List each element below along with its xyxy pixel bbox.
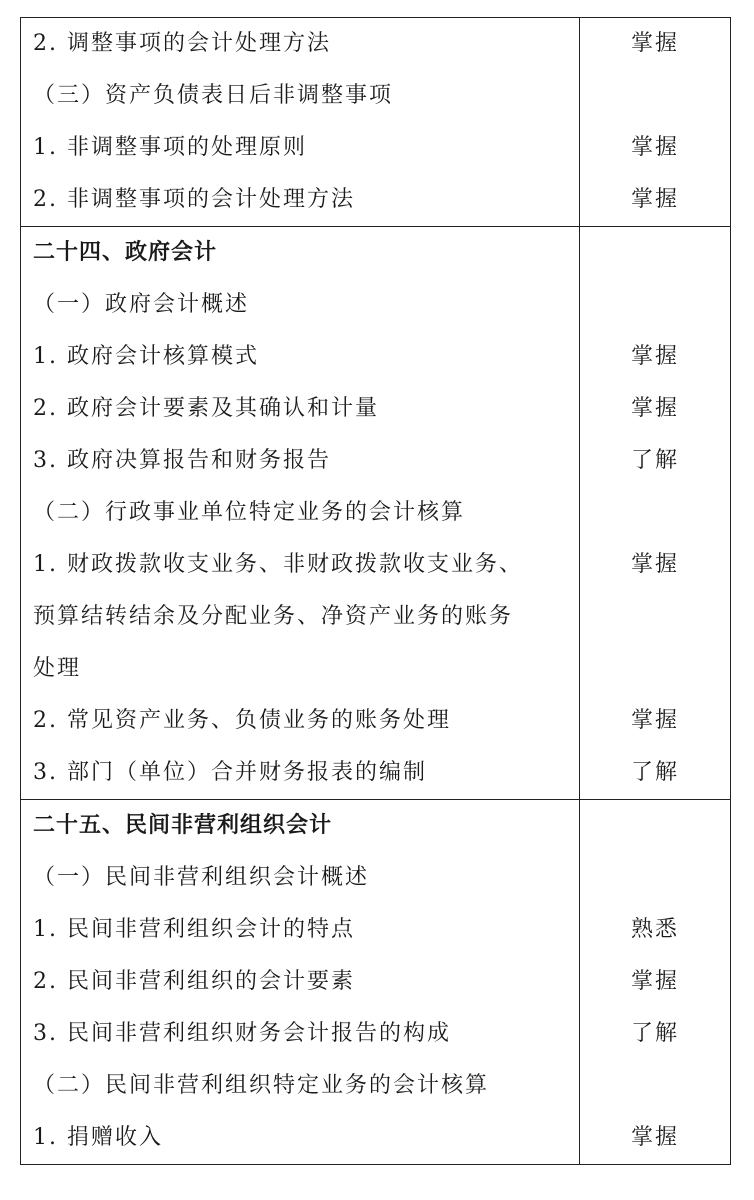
content-line: 1. 财政拨款收支业务、非财政拨款收支业务、 xyxy=(33,552,523,577)
requirement-level xyxy=(580,852,730,904)
table-section xyxy=(21,226,730,799)
content-line: 2. 调整事项的会计处理方法 xyxy=(33,31,331,56)
content-column xyxy=(21,227,580,799)
content-line: 3. 民间非营利组织财务会计报告的构成 xyxy=(33,1021,451,1046)
requirement-level xyxy=(580,643,730,695)
section-heading: 二十五、民间非营利组织会计 xyxy=(33,813,333,838)
requirement-level: 掌握 xyxy=(630,552,679,577)
requirement-level xyxy=(580,279,730,331)
content-line: 2. 非调整事项的会计处理方法 xyxy=(33,187,355,212)
content-line: 1. 政府会计核算模式 xyxy=(33,344,259,369)
requirement-level: 了解 xyxy=(630,760,679,785)
requirement-level: 掌握 xyxy=(630,708,679,733)
requirement-level: 掌握 xyxy=(630,187,679,212)
section-heading: 二十四、政府会计 xyxy=(33,240,218,265)
content-line: 1. 非调整事项的处理原则 xyxy=(33,135,307,160)
content-line: 2. 民间非营利组织的会计要素 xyxy=(33,969,355,994)
requirement-level: 掌握 xyxy=(630,135,679,160)
syllabus-table xyxy=(20,17,731,1165)
content-line: （一）民间非营利组织会计概述 xyxy=(33,865,370,890)
requirement-level xyxy=(580,800,730,852)
requirement-level xyxy=(580,591,730,643)
requirement-level xyxy=(580,1060,730,1112)
requirement-column xyxy=(580,227,730,799)
requirement-level xyxy=(580,487,730,539)
content-line: 处理 xyxy=(33,656,82,681)
content-line: 3. 政府决算报告和财务报告 xyxy=(33,448,331,473)
table-section xyxy=(21,799,730,1164)
requirement-level: 了解 xyxy=(630,448,679,473)
content-column xyxy=(21,800,580,1164)
requirement-level: 掌握 xyxy=(630,31,679,56)
content-line: （一）政府会计概述 xyxy=(33,292,250,317)
requirement-level xyxy=(580,227,730,279)
requirement-column xyxy=(580,800,730,1164)
requirement-level: 掌握 xyxy=(630,396,679,421)
content-line: 1. 捐赠收入 xyxy=(33,1125,163,1150)
requirement-level: 了解 xyxy=(630,1021,679,1046)
requirement-level xyxy=(580,70,730,122)
content-column xyxy=(21,18,580,226)
requirement-column xyxy=(580,18,730,226)
requirement-level: 掌握 xyxy=(630,969,679,994)
content-line: 3. 部门（单位）合并财务报表的编制 xyxy=(33,760,427,785)
content-line: 预算结转结余及分配业务、净资产业务的账务 xyxy=(33,604,514,629)
content-line: （二）民间非营利组织特定业务的会计核算 xyxy=(33,1073,490,1098)
requirement-level: 掌握 xyxy=(630,344,679,369)
table-section xyxy=(21,18,730,226)
requirement-level: 熟悉 xyxy=(630,917,679,942)
content-line: （三）资产负债表日后非调整事项 xyxy=(33,83,394,108)
content-line: 2. 政府会计要素及其确认和计量 xyxy=(33,396,379,421)
content-line: 2. 常见资产业务、负债业务的账务处理 xyxy=(33,708,451,733)
content-line: （二）行政事业单位特定业务的会计核算 xyxy=(33,500,466,525)
requirement-level: 掌握 xyxy=(630,1125,679,1150)
content-line: 1. 民间非营利组织会计的特点 xyxy=(33,917,355,942)
